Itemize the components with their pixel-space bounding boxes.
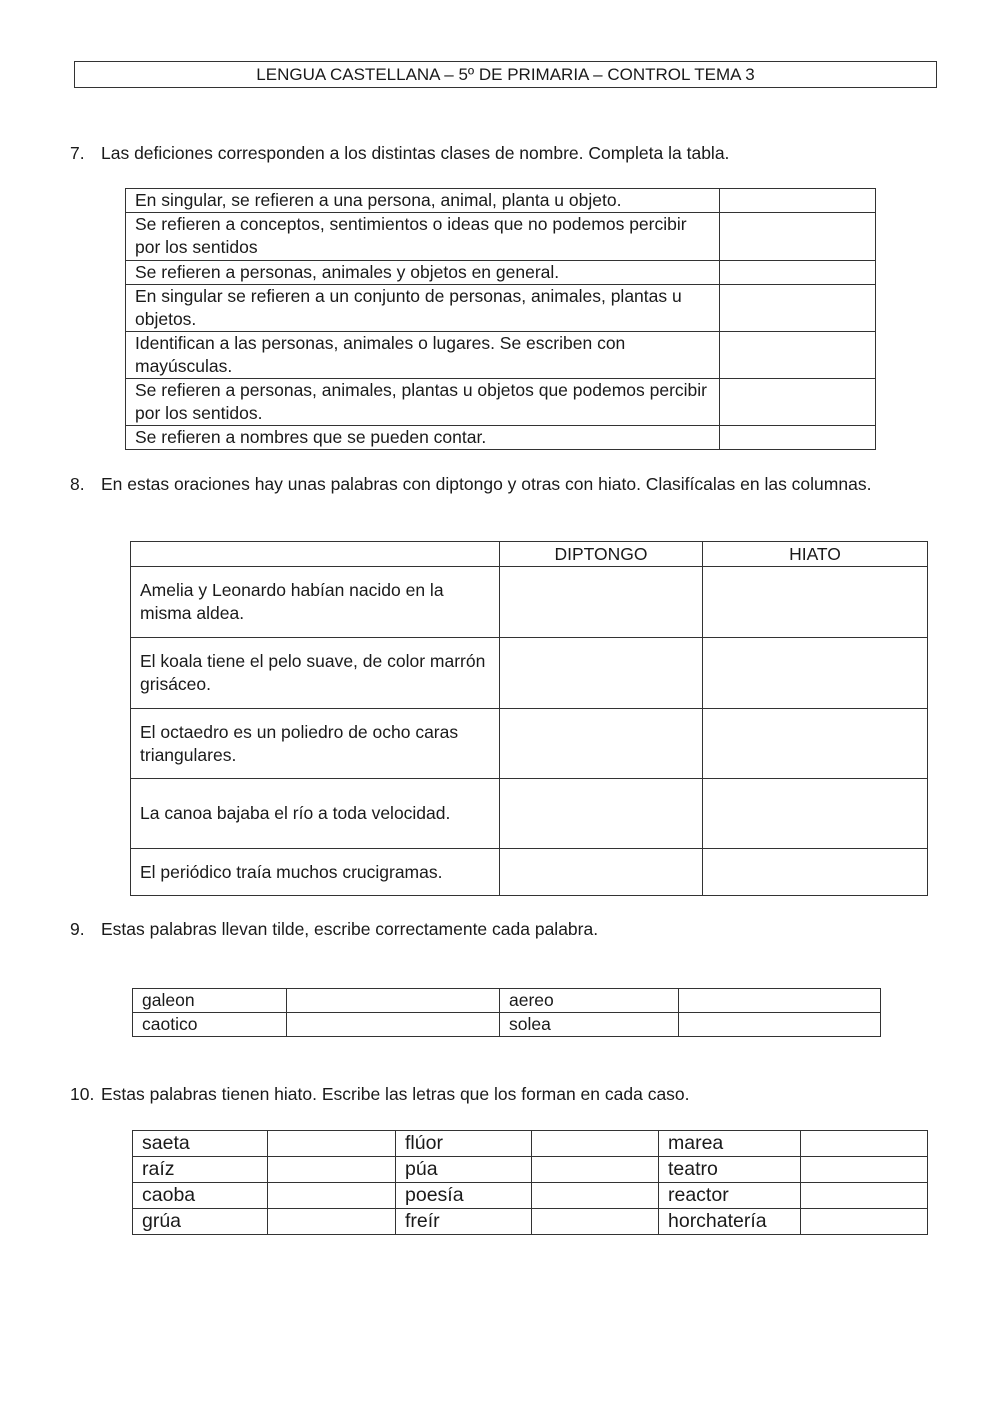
sentence-cell: El periódico traía muchos crucigramas. [131,849,500,896]
sentence-cell: La canoa bajaba el río a toda velocidad. [131,779,500,849]
word-cell: marea [659,1131,801,1157]
hiato-answer[interactable] [703,849,928,896]
question-8-prompt [0,473,1000,519]
sentence-cell: El koala tiene el pelo suave, de color marrón grisáceo. [131,638,500,709]
hiato-answer[interactable] [703,779,928,849]
diptongo-answer[interactable] [500,779,703,849]
noun-classes-table [125,188,876,450]
answer-cell[interactable] [287,989,500,1013]
hiato-answer[interactable] [703,567,928,638]
word-cell: caotico [133,1013,287,1037]
definition-cell: Se refieren a nombres que se pueden contar. [126,426,720,450]
answer-cell[interactable] [679,989,881,1013]
answer-cell[interactable] [720,379,876,426]
word-cell: horchatería [659,1209,801,1235]
question-number: 8. [70,474,85,494]
hiato-answer[interactable] [703,709,928,779]
diphthong-hiatus-table [130,541,928,896]
question-text: Estas palabras tienen hiato. Escribe las letras que los forman en cada caso. [101,1084,690,1104]
definition-cell: En singular se refieren a un conjunto de personas, animales, plantas u objetos. [126,285,720,332]
header-diptongo: DIPTONGO [500,542,703,567]
definition-cell: Se refieren a personas, animales, plantas u objetos que podemos percibir por los sentidos. [126,379,720,426]
answer-cell[interactable] [801,1183,928,1209]
answer-cell[interactable] [532,1183,659,1209]
answer-cell[interactable] [720,285,876,332]
word-cell: saeta [133,1131,268,1157]
accent-table [132,988,881,1037]
definition-cell: En singular, se refieren a una persona, animal, planta u objeto. [126,189,720,213]
question-number: 7. [70,143,85,163]
word-cell: solea [500,1013,679,1037]
word-cell: freír [396,1209,532,1235]
word-cell: caoba [133,1183,268,1209]
definition-cell: Se refieren a conceptos, sentimientos o ideas que no podemos percibir por los sentidos [126,213,720,261]
question-7-prompt [0,142,1000,165]
header-empty [131,542,500,567]
page-header-title: LENGUA CASTELLANA – 5º DE PRIMARIA – CONTROL TEMA 3 [74,61,937,88]
answer-cell[interactable] [801,1157,928,1183]
answer-cell[interactable] [532,1131,659,1157]
header-hiato: HIATO [703,542,928,567]
definition-cell: Identifican a las personas, animales o lugares. Se escriben con mayúsculas. [126,332,720,379]
question-9-prompt [0,918,1000,941]
sentence-cell: El octaedro es un poliedro de ocho caras triangulares. [131,709,500,779]
answer-cell[interactable] [720,426,876,450]
word-cell: galeon [133,989,287,1013]
word-cell: raíz [133,1157,268,1183]
question-text: Las deficiones corresponden a los distintas clases de nombre. Completa la tabla. [101,143,730,163]
sentence-cell: Amelia y Leonardo habían nacido en la misma aldea. [131,567,500,638]
question-text: En estas oraciones hay unas palabras con diptongo y otras con hiato. Clasifícalas en las columnas. [101,474,872,494]
word-cell: flúor [396,1131,532,1157]
answer-cell[interactable] [287,1013,500,1037]
word-cell: púa [396,1157,532,1183]
word-cell: grúa [133,1209,268,1235]
answer-cell[interactable] [268,1131,396,1157]
word-cell: teatro [659,1157,801,1183]
answer-cell[interactable] [801,1209,928,1235]
answer-cell[interactable] [268,1209,396,1235]
question-number: 9. [70,919,85,939]
diptongo-answer[interactable] [500,709,703,779]
answer-cell[interactable] [720,332,876,379]
answer-cell[interactable] [720,213,876,261]
answer-cell[interactable] [801,1131,928,1157]
answer-cell[interactable] [268,1157,396,1183]
hiatus-letters-table [132,1130,928,1235]
answer-cell[interactable] [532,1157,659,1183]
hiato-answer[interactable] [703,638,928,709]
word-cell: aereo [500,989,679,1013]
answer-cell[interactable] [679,1013,881,1037]
diptongo-answer[interactable] [500,849,703,896]
answer-cell[interactable] [720,189,876,213]
answer-cell[interactable] [268,1183,396,1209]
diptongo-answer[interactable] [500,638,703,709]
question-text: Estas palabras llevan tilde, escribe correctamente cada palabra. [101,919,599,939]
question-number: 10. [70,1084,95,1104]
word-cell: reactor [659,1183,801,1209]
answer-cell[interactable] [532,1209,659,1235]
question-10-prompt [0,1083,1000,1106]
word-cell: poesía [396,1183,532,1209]
diptongo-answer[interactable] [500,567,703,638]
definition-cell: Se refieren a personas, animales y objetos en general. [126,261,720,285]
answer-cell[interactable] [720,261,876,285]
